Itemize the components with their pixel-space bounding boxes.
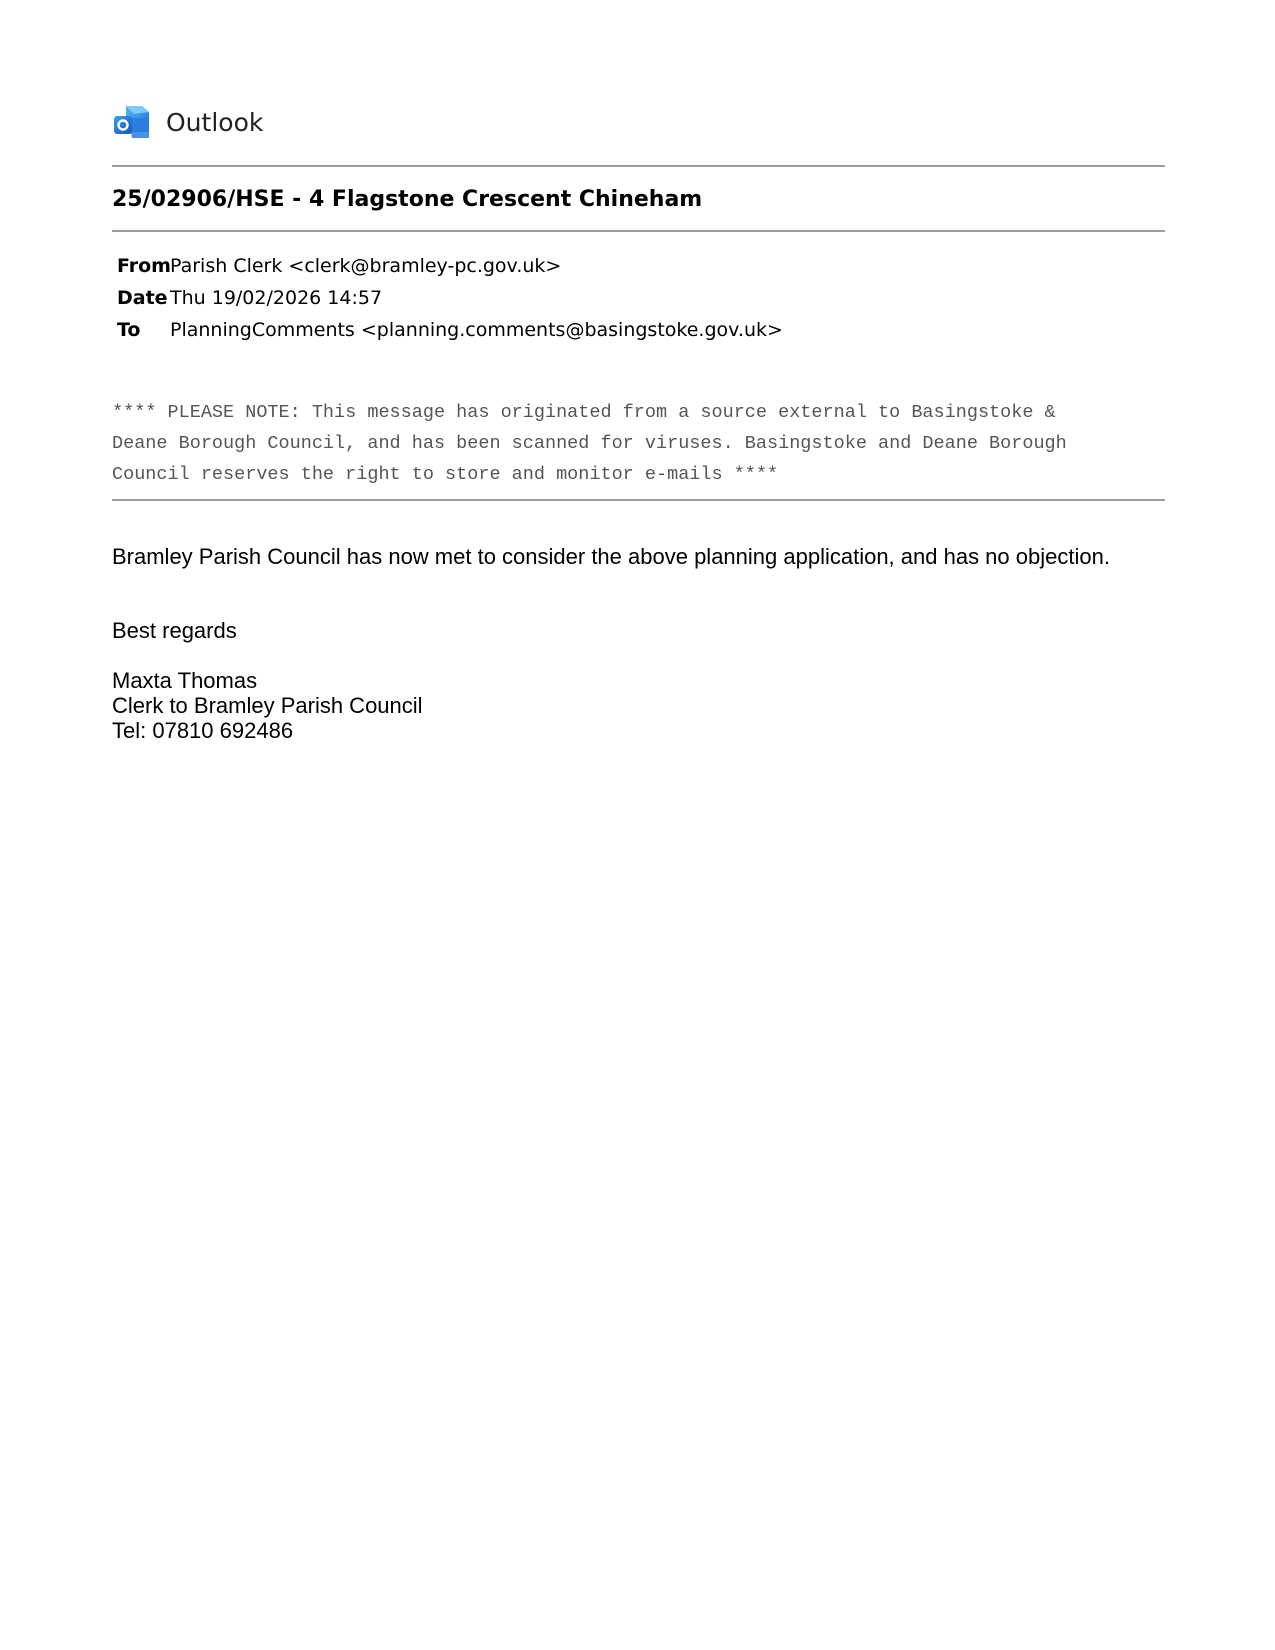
app-name: Outlook (166, 107, 264, 137)
notice-line: Council reserves the right to store and monitor e-mails **** (112, 464, 779, 485)
from-value[interactable]: Parish Clerk <clerk@bramley-pc.gov.uk> (170, 255, 562, 277)
notice-line: Deane Borough Council, and has been scanned for viruses. Basingstoke and Deane Borough (112, 433, 1067, 454)
external-sender-notice (112, 397, 1172, 490)
date-label: Date (117, 287, 168, 309)
date-row (117, 284, 783, 316)
email-closing: Best regards (112, 618, 237, 643)
email-signature (112, 668, 423, 743)
brand-header (112, 102, 263, 142)
to-row (117, 316, 783, 348)
email-subject: 25/02906/HSE - 4 Flagstone Crescent Chineham (112, 187, 703, 212)
email-headers (117, 252, 783, 348)
header-divider (112, 165, 1165, 167)
signature-name: Maxta Thomas (112, 668, 258, 693)
notice-line: **** PLEASE NOTE: This message has originated from a source external to Basingstoke & (112, 402, 1056, 423)
date-value: Thu 19/02/2026 14:57 (170, 287, 383, 309)
from-row (117, 252, 783, 284)
email-body-message: Bramley Parish Council has now met to consider the above planning application, and has no objection. (112, 544, 1110, 569)
subject-divider (112, 230, 1165, 232)
from-label: From (117, 255, 171, 277)
notice-divider (112, 499, 1165, 501)
to-value[interactable]: PlanningComments <planning.comments@basingstoke.gov.uk> (170, 319, 783, 341)
signature-title: Clerk to Bramley Parish Council (112, 693, 423, 718)
signature-phone: Tel: 07810 692486 (112, 718, 294, 743)
to-label: To (117, 319, 141, 341)
outlook-logo-icon (112, 102, 152, 142)
